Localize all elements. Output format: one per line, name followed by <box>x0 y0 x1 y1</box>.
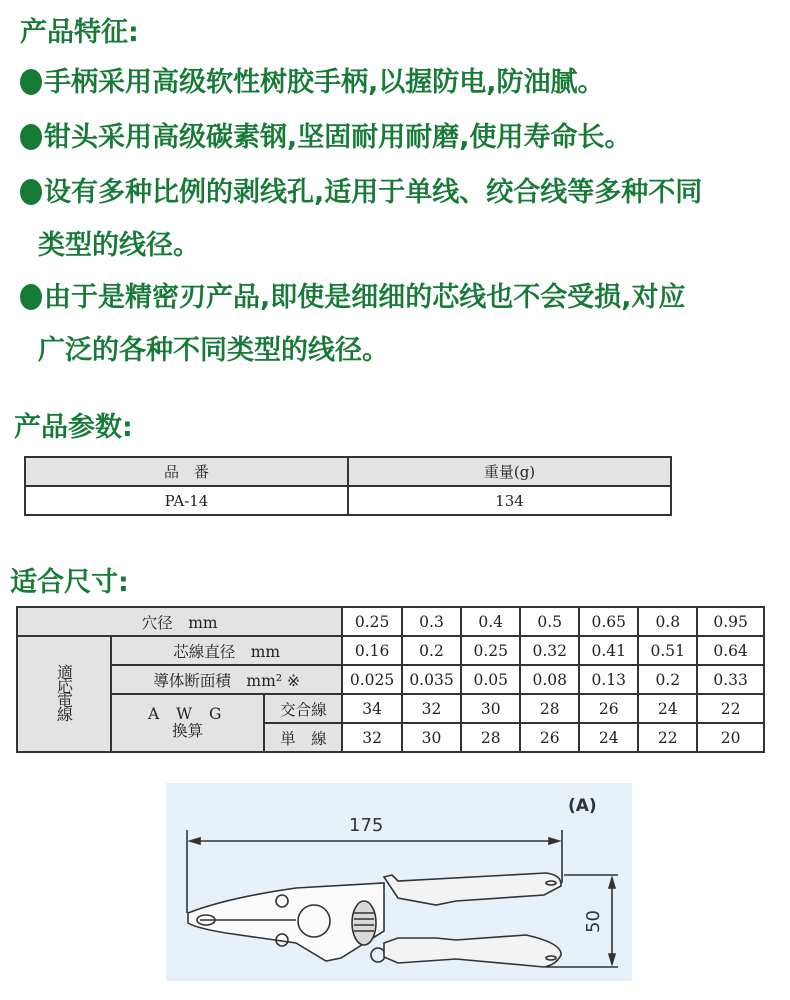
awg-sub-label: 換算 <box>172 722 204 740</box>
hole-cell: 0.4 <box>461 607 520 636</box>
feature-text: 设有多种比例的剥线孔,适用于单线、绞合线等多种不同 <box>44 177 703 208</box>
core-label: 芯線直径 mm <box>111 636 342 665</box>
feature-item-4-cont: 广泛的各种不同类型的线径。 <box>38 335 389 366</box>
feature-item-2 <box>20 115 632 154</box>
hole-cell: 0.5 <box>520 607 579 636</box>
stranded-cell: 28 <box>520 694 579 723</box>
awg-label: A W G <box>147 705 228 723</box>
feature-item-1 <box>20 60 605 99</box>
length-dimension: 175 <box>349 815 384 836</box>
solid-cell: 24 <box>579 723 638 752</box>
group-label: 適応電線 <box>54 664 74 720</box>
bullet-icon <box>20 124 42 150</box>
area-cell: 0.05 <box>461 665 520 694</box>
solid-cell: 20 <box>697 723 764 752</box>
feature-item-3 <box>20 170 702 209</box>
core-cell: 0.32 <box>520 636 579 665</box>
stranded-cell: 26 <box>579 694 638 723</box>
area-cell: 0.035 <box>402 665 461 694</box>
header-model: 品 番 <box>25 457 348 486</box>
area-cell: 0.025 <box>342 665 401 694</box>
group-label-cell <box>17 636 111 752</box>
awg-label-cell <box>111 694 264 752</box>
bullet-icon <box>20 284 42 310</box>
sizes-table <box>16 606 765 753</box>
figure-label: (A) <box>568 796 597 816</box>
area-cell: 0.08 <box>520 665 579 694</box>
tool-figure <box>166 783 632 981</box>
hole-cell: 0.8 <box>638 607 697 636</box>
hole-cell: 0.95 <box>697 607 764 636</box>
stranded-cell: 24 <box>638 694 697 723</box>
solid-cell: 28 <box>461 723 520 752</box>
core-cell: 0.2 <box>402 636 461 665</box>
core-cell: 0.16 <box>342 636 401 665</box>
solid-cell: 22 <box>638 723 697 752</box>
features-title: 产品特征: <box>20 17 139 48</box>
params-table <box>24 456 672 516</box>
area-cell: 0.33 <box>697 665 764 694</box>
stranded-cell: 30 <box>461 694 520 723</box>
stranded-cell: 32 <box>402 694 461 723</box>
stranded-cell: 22 <box>697 694 764 723</box>
sizes-title: 适合尺寸: <box>10 567 129 598</box>
bullet-icon <box>20 69 42 95</box>
wire-stripper-drawing <box>166 783 632 981</box>
area-cell: 0.13 <box>579 665 638 694</box>
feature-text: 钳头采用高级碳素钢,坚固耐用耐磨,使用寿命长。 <box>44 122 632 153</box>
solid-cell: 26 <box>520 723 579 752</box>
stranded-cell: 34 <box>342 694 401 723</box>
hole-label: 穴径 mm <box>17 607 342 636</box>
hole-cell: 0.3 <box>402 607 461 636</box>
solid-label: 単 線 <box>264 723 342 752</box>
params-title: 产品参数: <box>14 412 133 443</box>
area-label: 導体断面積 mm² ※ <box>111 665 342 694</box>
stranded-label: 交合線 <box>264 694 342 723</box>
feature-text: 手柄采用高级软性树胶手柄,以握防电,防油腻。 <box>44 67 605 98</box>
feature-item-3-cont: 类型的线径。 <box>38 230 200 261</box>
cell-model: PA-14 <box>25 486 348 515</box>
hole-cell: 0.65 <box>579 607 638 636</box>
core-cell: 0.25 <box>461 636 520 665</box>
core-cell: 0.64 <box>697 636 764 665</box>
solid-cell: 30 <box>402 723 461 752</box>
feature-text: 由于是精密刃产品,即使是细细的芯线也不会受损,对应 <box>44 282 686 313</box>
bullet-icon <box>20 179 42 205</box>
core-cell: 0.41 <box>579 636 638 665</box>
solid-cell: 32 <box>342 723 401 752</box>
hole-cell: 0.25 <box>342 607 401 636</box>
area-cell: 0.2 <box>638 665 697 694</box>
header-weight: 重量(g) <box>348 457 671 486</box>
feature-item-4 <box>20 275 686 314</box>
cell-weight: 134 <box>348 486 671 515</box>
core-cell: 0.51 <box>638 636 697 665</box>
height-dimension: 50 <box>583 910 604 933</box>
